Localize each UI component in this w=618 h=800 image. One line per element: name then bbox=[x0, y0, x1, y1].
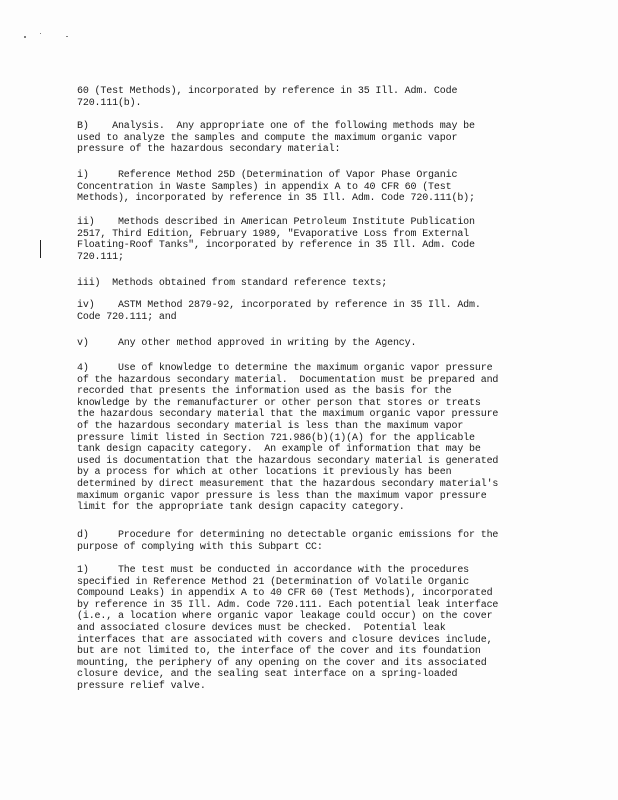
text-line: 60 (Test Methods), incorporated by reference in 35 Ill. Adm. Code bbox=[77, 86, 458, 97]
text-line: tank design capacity category. An example of information that may be bbox=[77, 444, 481, 456]
text-line: used is documentation that the hazardous secondary material is generated bbox=[77, 455, 499, 467]
text-line: the hazardous secondary material that the maximum organic vapor pressure bbox=[77, 409, 499, 421]
text-line: pressure relief valve. bbox=[77, 680, 206, 692]
text-line: determined by direct measurement that the hazardous secondary material's bbox=[77, 478, 499, 490]
text-line: 720.111(b). bbox=[77, 97, 142, 109]
paragraph bbox=[77, 530, 547, 553]
paragraph bbox=[77, 121, 547, 156]
scan-speck bbox=[66, 36, 68, 37]
text-line: pressure of the hazardous secondary material: bbox=[77, 144, 341, 156]
text-line: and associated closure devices must be checked. Potential leak bbox=[77, 622, 446, 634]
text-line: B) Analysis. Any appropriate one of the following methods may be bbox=[77, 121, 475, 132]
text-line: pressure limit listed in Section 721.986(b)(1)(A) for the applicable bbox=[77, 432, 475, 444]
text-line: Floating-Roof Tanks", incorporated by reference in 35 Ill. Adm. Code bbox=[77, 240, 475, 252]
text-line: Code 720.111; and bbox=[77, 311, 177, 323]
scan-speck bbox=[24, 36, 26, 38]
paragraph bbox=[77, 565, 547, 693]
paragraph bbox=[77, 86, 547, 109]
text-line: of the hazardous secondary material. Documentation must be prepared and bbox=[77, 374, 499, 386]
text-line: i) Reference Method 25D (Determination of Vapor Phase Organic bbox=[77, 170, 458, 181]
text-line: maximum organic vapor pressure is less than the maximum vapor pressure bbox=[77, 490, 487, 502]
text-line: iv) ASTM Method 2879-92, incorporated by reference in 35 Ill. Adm. bbox=[77, 300, 481, 311]
paragraph bbox=[77, 170, 547, 205]
paragraph bbox=[77, 300, 547, 323]
text-line: of the hazardous secondary material is less than the maximum vapor bbox=[77, 420, 464, 432]
text-line: knowledge by the remanufacturer or other person that stores or treats bbox=[77, 397, 481, 409]
text-line: 4) Use of knowledge to determine the maximum organic vapor pressure bbox=[77, 363, 493, 374]
text-line: Concentration in Waste Samples) in appendix A to 40 CFR 60 (Test bbox=[77, 181, 452, 193]
text-line: recorded that presents the information used as the basis for the bbox=[77, 386, 452, 398]
text-line: limit for the appropriate tank design capacity category. bbox=[77, 502, 405, 514]
text-line: mounting, the periphery of any opening on the cover and its associated bbox=[77, 657, 487, 669]
text-line: purpose of complying with this Subpart CC: bbox=[77, 541, 323, 553]
text-line: 720.111; bbox=[77, 251, 124, 263]
text-line: closure device, and the sealing seat interface on a spring-loaded bbox=[77, 669, 458, 681]
text-line: used to analyze the samples and compute the maximum organic vapor bbox=[77, 132, 458, 144]
text-line: but are not limited to, the interface of the cover and its foundation bbox=[77, 646, 481, 658]
text-line: by a process for which at other locations it previously has been bbox=[77, 467, 452, 479]
paragraph bbox=[77, 278, 547, 290]
text-line: by reference in 35 Ill. Adm. Code 720.111. Each potential leak interface bbox=[77, 599, 499, 611]
text-line: Methods), incorporated by reference in 35 Ill. Adm. Code 720.111(b); bbox=[77, 193, 475, 205]
text-line: ii) Methods described in American Petroleum Institute Publication bbox=[77, 217, 475, 228]
text-line: (i.e., a location where organic vapor leakage could occur) on the cover bbox=[77, 611, 493, 623]
text-line: 1) The test must be conducted in accordance with the procedures bbox=[77, 565, 470, 576]
text-line: Compound Leaks) in appendix A to 40 CFR 60 (Test Methods), incorporated bbox=[77, 588, 493, 600]
paragraph bbox=[77, 338, 547, 350]
margin-change-bar bbox=[40, 240, 41, 258]
paragraph bbox=[77, 217, 547, 263]
text-line: 2517, Third Edition, February 1989, "Evaporative Loss from External bbox=[77, 228, 470, 240]
scan-speck bbox=[40, 33, 41, 34]
text-line: specified in Reference Method 21 (Determination of Volatile Organic bbox=[77, 576, 470, 588]
text-line: iii) Methods obtained from standard reference texts; bbox=[77, 278, 388, 289]
text-line: v) Any other method approved in writing by the Agency. bbox=[77, 338, 417, 349]
paragraph bbox=[77, 363, 547, 514]
text-line: d) Procedure for determining no detectable organic emissions for the bbox=[77, 530, 499, 541]
text-line: interfaces that are associated with covers and closure devices include, bbox=[77, 634, 493, 646]
